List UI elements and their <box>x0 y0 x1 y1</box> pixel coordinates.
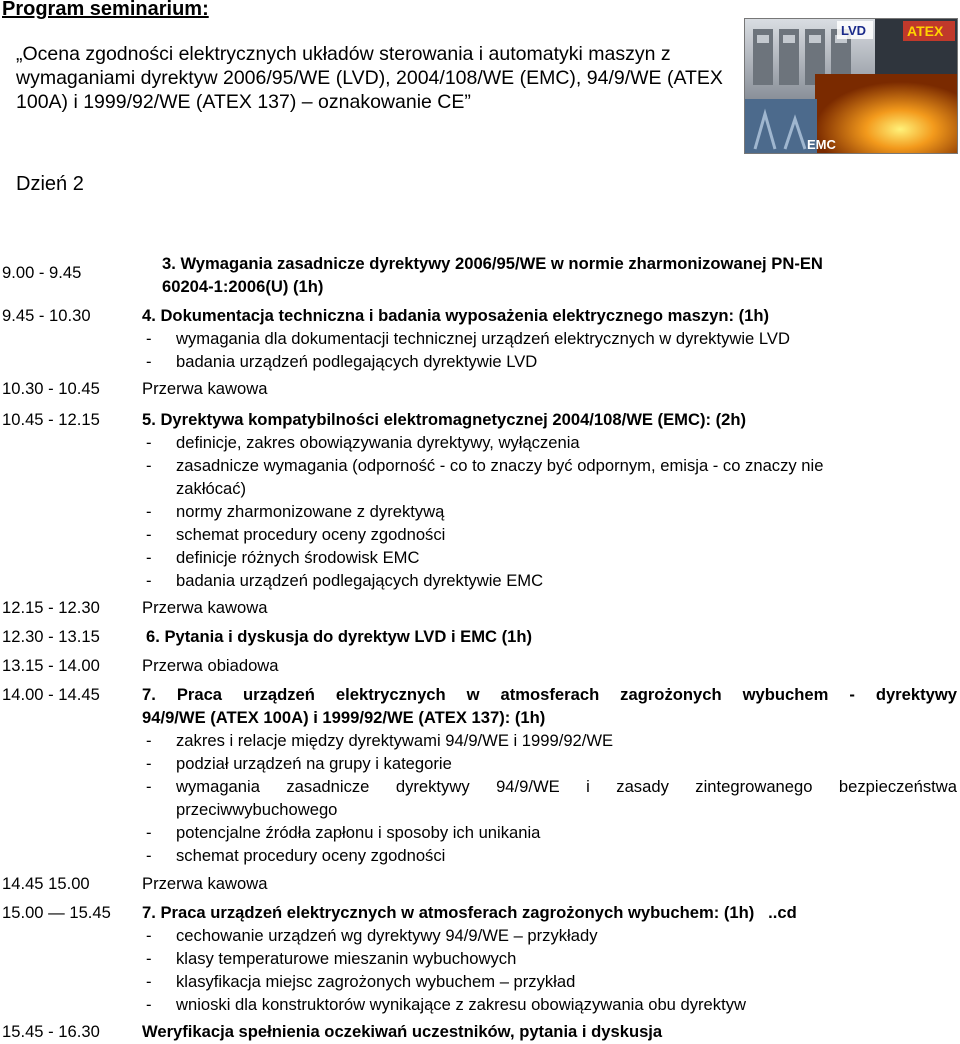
program-header: Program seminarium: <box>2 0 209 20</box>
bullet-dash: - <box>146 571 152 590</box>
bullet-dash: - <box>146 525 152 544</box>
bullet-dash: - <box>146 777 152 796</box>
time-15-45: 15.45 - 16.30 <box>2 1022 100 1041</box>
item-7-bullet-2: podział urządzeń na grupy i kategorie <box>176 754 452 773</box>
time-9-45: 9.45 - 10.30 <box>2 306 91 325</box>
item-7-bullet-4: potencjalne źródła zapłonu i sposoby ich unikania <box>176 823 541 842</box>
bullet-dash: - <box>146 846 152 865</box>
bullet-dash: - <box>146 433 152 452</box>
item-5-bullet-2b: zakłócać) <box>176 479 247 498</box>
item-7-bullet-3a: wymagania zasadnicze dyrektywy 94/9/WE i zasady zintegrowanego bezpieczeństwa <box>176 777 957 796</box>
item-7-cd-title: 7. Praca urządzeń elektrycznych w atmosferach zagrożonych wybuchem: (1h) ..cd <box>142 903 797 922</box>
bullet-dash: - <box>146 548 152 567</box>
bullet-dash: - <box>146 352 152 371</box>
coffee-break-3: Przerwa kawowa <box>142 874 268 893</box>
bullet-dash: - <box>146 456 152 475</box>
atex-label: ATEX <box>907 23 944 39</box>
coffee-break-2: Przerwa kawowa <box>142 598 268 617</box>
bullet-dash: - <box>146 754 152 773</box>
item-5-bullet-6: badania urządzeń podlegających dyrektywie EMC <box>176 571 544 590</box>
lvd-label: LVD <box>841 23 867 38</box>
coffee-break-1: Przerwa kawowa <box>142 379 268 398</box>
time-14-00: 14.00 - 14.45 <box>2 685 100 704</box>
item-5-bullet-3: normy zharmonizowane z dyrektywą <box>176 502 445 521</box>
bullet-dash: - <box>146 949 152 968</box>
item-4-bullet-1: wymagania dla dokumentacji technicznej urządzeń elektrycznych w dyrektywie LVD <box>176 329 790 348</box>
item-7-bullet-1: zakres i relacje między dyrektywami 94/9/WE i 1999/92/WE <box>176 731 614 750</box>
time-14-45: 14.45 15.00 <box>2 874 90 893</box>
item-3-title-line1: 3. Wymagania zasadnicze dyrektywy 2006/95/WE w normie zharmonizowanej PN-EN <box>162 254 823 273</box>
time-12-30: 12.30 - 13.15 <box>2 627 100 646</box>
item-7cd-bullet-2: klasy temperaturowe mieszanin wybuchowych <box>176 949 517 968</box>
item-7-title-line1: 7. Praca urządzeń elektrycznych w atmosferach zagrożonych wybuchem - dyrektywy <box>142 685 957 704</box>
item-7-title-line2: 94/9/WE (ATEX 100A) i 1999/92/WE (ATEX 137): (1h) <box>142 708 546 727</box>
item-5-bullet-4: schemat procedury oceny zgodności <box>176 525 446 544</box>
item-6-title: 6. Pytania i dyskusja do dyrektyw LVD i EMC (1h) <box>146 627 533 646</box>
item-5-bullet-5: definicje różnych środowisk EMC <box>176 548 420 567</box>
item-4-bullet-2: badania urządzeń podlegających dyrektywie LVD <box>176 352 538 371</box>
item-7-bullet-3b: przeciwwybuchowego <box>176 800 338 819</box>
item-3-title-line2: 60204-1:2006(U) (1h) <box>162 277 324 296</box>
bullet-dash: - <box>146 502 152 521</box>
time-13-15: 13.15 - 14.00 <box>2 656 100 675</box>
bullet-dash: - <box>146 329 152 348</box>
bullet-dash: - <box>146 995 152 1014</box>
item-7-bullet-5: schemat procedury oceny zgodności <box>176 846 446 865</box>
bullet-dash: - <box>146 926 152 945</box>
time-10-30: 10.30 - 10.45 <box>2 379 100 398</box>
time-10-45: 10.45 - 12.15 <box>2 410 100 429</box>
item-5-title: 5. Dyrektywa kompatybilności elektromagnetycznej 2004/108/WE (EMC): (2h) <box>142 410 747 429</box>
item-5-bullet-2a: zasadnicze wymagania (odporność - co to znaczy być odpornym, emisja - co znaczy nie <box>176 456 824 475</box>
bullet-dash: - <box>146 972 152 991</box>
item-5-bullet-1: definicje, zakres obowiązywania dyrektywy, wyłączenia <box>176 433 580 452</box>
bullet-dash: - <box>146 731 152 750</box>
lunch-break: Przerwa obiadowa <box>142 656 279 675</box>
time-12-15: 12.15 - 12.30 <box>2 598 100 617</box>
final-session-title: Weryfikacja spełnienia oczekiwań uczestników, pytania i dyskusja <box>142 1022 663 1041</box>
seminar-collage-image <box>744 18 958 154</box>
emc-label: EMC <box>807 137 836 152</box>
item-7cd-bullet-3: klasyfikacja miejsc zagrożonych wybuchem – przykład <box>176 972 576 991</box>
bullet-dash: - <box>146 823 152 842</box>
item-7cd-bullet-4: wnioski dla konstruktorów wynikające z zakresu obowiązywania obu dyrektyw <box>176 995 746 1014</box>
item-4-title: 4. Dokumentacja techniczna i badania wyposażenia elektrycznego maszyn: (1h) <box>142 306 770 325</box>
item-7cd-bullet-1: cechowanie urządzeń wg dyrektywy 94/9/WE – przykłady <box>176 926 598 945</box>
time-9-00: 9.00 - 9.45 <box>2 263 82 282</box>
time-15-00: 15.00 — 15.45 <box>2 903 111 922</box>
seminar-title: „Ocena zgodności elektrycznych układów sterowania i automatyki maszyn z wymaganiami dyrektyw 2006/95/WE (LVD), 2004/108/WE (EMC), 94/9/WE (ATEX 100A) i 1999/92/WE (ATEX 137) – oznakowanie CE” <box>16 43 723 113</box>
day-label: Dzień 2 <box>16 173 84 195</box>
